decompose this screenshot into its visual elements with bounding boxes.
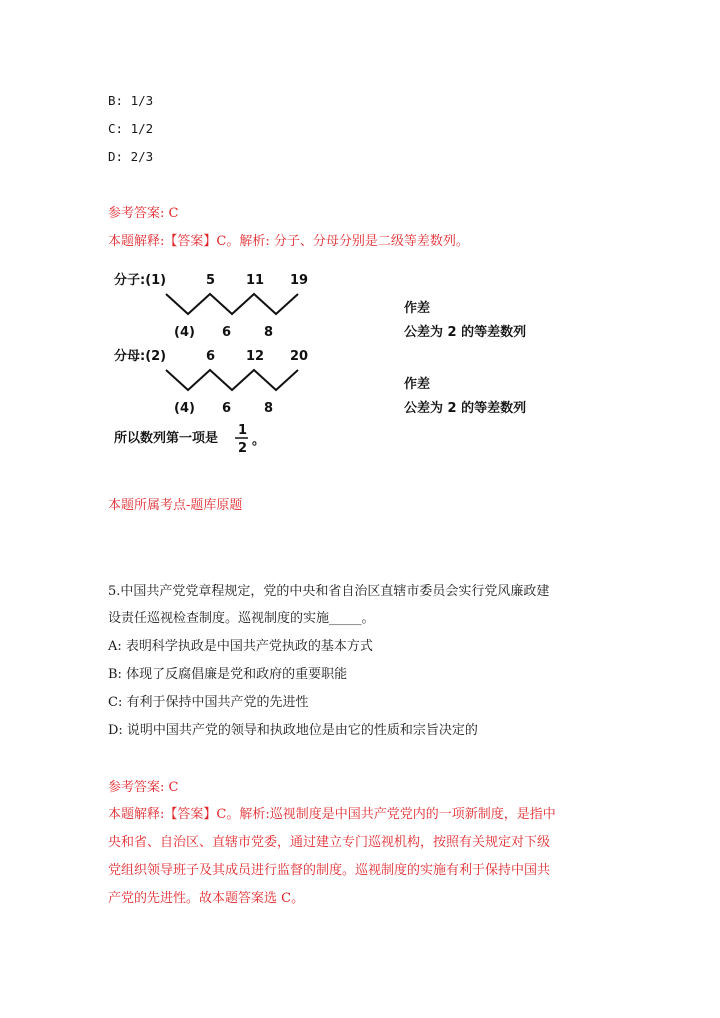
denominator-zigzag bbox=[166, 370, 298, 390]
numerator-label: 分子:(1) bbox=[114, 273, 167, 288]
explanation-line: 央和省、自治区、直辖市党委，通过建立专门巡视机构，按照有关规定对下级 bbox=[108, 835, 551, 850]
note-2a: 作差 bbox=[404, 377, 431, 392]
question-stem-line: 设责任巡视检查制度。巡视制度的实施_____。 bbox=[108, 611, 375, 626]
denominator-diff: 8 bbox=[264, 401, 274, 416]
option-d: D: 2/3 bbox=[108, 149, 154, 164]
numerator-diff: 8 bbox=[264, 325, 274, 340]
numerator-term: 11 bbox=[246, 273, 265, 288]
denominator-label: 分母:(2) bbox=[114, 349, 167, 364]
numerator-diff: 6 bbox=[222, 325, 232, 340]
conclusion-prefix: 所以数列第一项是 bbox=[114, 431, 219, 446]
denominator-term: 12 bbox=[246, 349, 265, 364]
fraction-numerator: 1 bbox=[238, 423, 248, 438]
explanation-line: 产党的先进性。故本题答案选 C。 bbox=[108, 891, 305, 906]
note-2b: 公差为 2 的等差数列 bbox=[404, 401, 527, 416]
numerator-zigzag bbox=[166, 294, 298, 314]
option-b: B: 体现了反腐倡廉是党和政府的重要职能 bbox=[108, 667, 348, 682]
question-stem-line: 5.中国共产党党章程规定，党的中央和省自治区直辖市委员会实行党风廉政建 bbox=[108, 584, 550, 599]
numerator-term: 19 bbox=[290, 273, 309, 288]
denominator-diff: 6 bbox=[222, 401, 232, 416]
option-a: A: 表明科学执政是中国共产党执政的基本方式 bbox=[108, 639, 373, 654]
note-1a: 作差 bbox=[404, 301, 431, 316]
note-1b: 公差为 2 的等差数列 bbox=[404, 325, 527, 340]
option-d: D: 说明中国共产党的领导和执政地位是由它的性质和宗旨决定的 bbox=[108, 723, 478, 738]
answer-text: 参考答案: C bbox=[108, 206, 179, 221]
option-c: C: 1/2 bbox=[108, 121, 154, 136]
explanation-text: 本题解释:【答案】C。解析: 分子、分母分别是二级等差数列。 bbox=[108, 234, 469, 249]
sequence-figure bbox=[112, 266, 552, 458]
conclusion-suffix: 。 bbox=[252, 433, 266, 448]
source-tag: 本题所属考点-题库原题 bbox=[108, 498, 243, 513]
explanation-line: 党组织领导班子及其成员进行监督的制度。巡视制度的实施有利于保持中国共 bbox=[108, 863, 551, 878]
fraction-denominator: 2 bbox=[238, 441, 248, 456]
option-c: C: 有利于保持中国共产党的先进性 bbox=[108, 695, 309, 710]
option-b: B: 1/3 bbox=[108, 93, 154, 108]
numerator-diff: (4) bbox=[174, 325, 195, 340]
answer-text: 参考答案: C bbox=[108, 780, 179, 795]
explanation-line: 本题解释:【答案】C。解析:巡视制度是中国共产党党内的一项新制度，是指中 bbox=[108, 807, 556, 822]
denominator-term: 6 bbox=[206, 349, 216, 364]
denominator-diff: (4) bbox=[174, 401, 195, 416]
denominator-term: 20 bbox=[290, 349, 309, 364]
sequence-diagram bbox=[112, 266, 552, 458]
numerator-term: 5 bbox=[206, 273, 216, 288]
